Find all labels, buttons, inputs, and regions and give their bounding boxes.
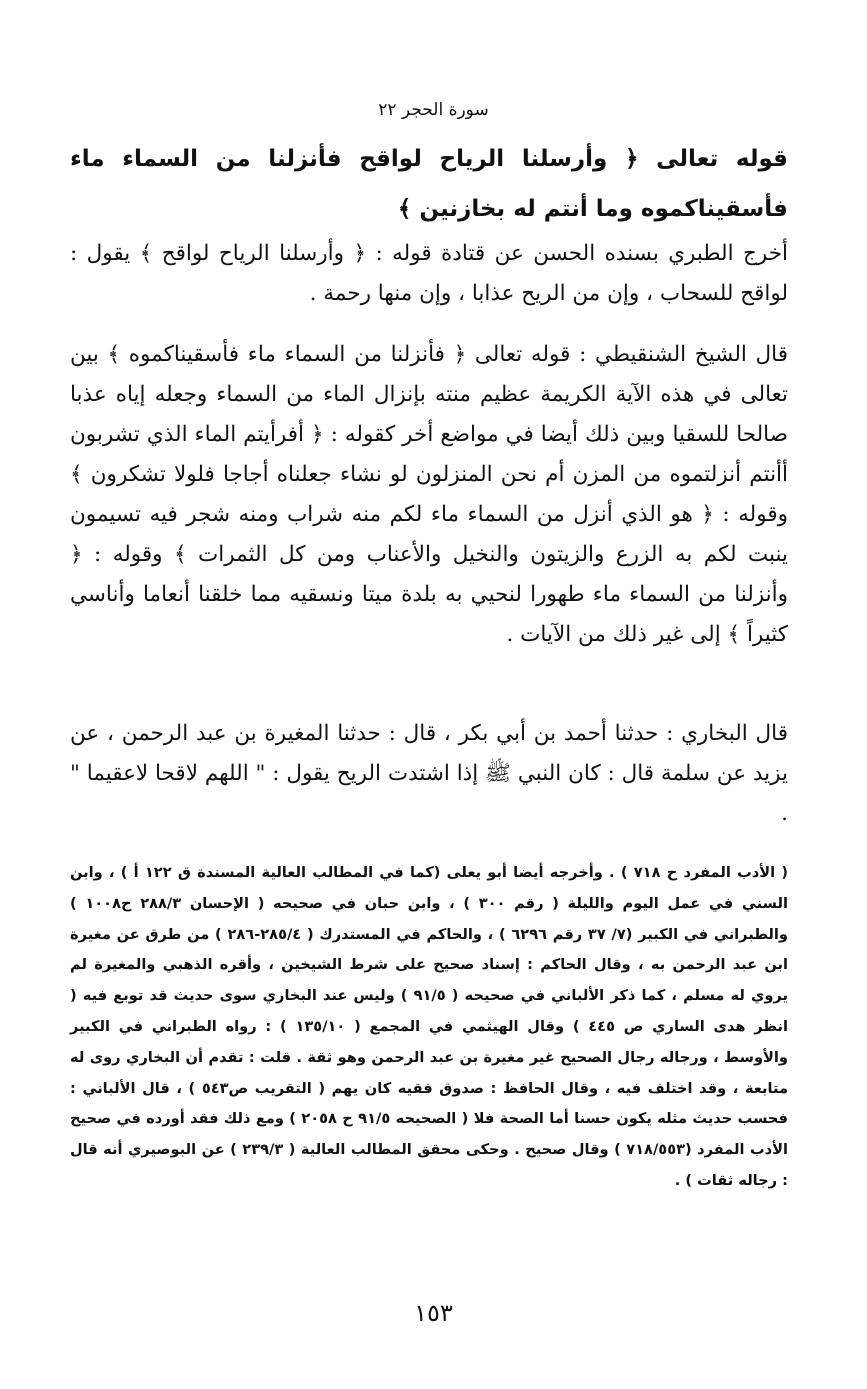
section-heading: قوله تعالى ﴿ وأرسلنا الرياح لواقح فأنزلنا من السماء ماء فأسقيناكموه وما أنتم له بخازنين ﴾ — [70, 146, 788, 222]
footnote: ( الأدب المفرد ح ٧١٨ ) . وأخرجه أيضا أبو يعلى (كما في المطالب العالية المسندة ق ١٢٢ أ ) ، وابن السني في عمل اليوم والليلة ( رقم ٣٠٠ ) ، وابن حبان في صحيحه ( الإحسان ٢٨٨/٣ ح١٠٠٨ ) والطبراني في الكبير (٧/ ٣٧ رقم ٦٢٩٦ ) ، والحاكم في المستدرك ( ٢٨٥/٤-٢٨٦ ) من طرق عن مغيرة ابن عبد الرحمن به ، وقال الحاكم : إسناد صحيح على شرط الشيخين ، وأقره الذهبي والمغيرة لم يروي له مسلم ، كما ذكر الألباني في صحيحه ( ٩١/٥ ) وليس عند البخاري سوى حديث قد توبع فيه ( انظر هدى الساري ص ٤٤٥ ) وقال الهيثمي في المجمع ( ١٣٥/١٠ ) : رواه الطبراني في الكبير والأوسط ، ورجاله رجال الصحيح غير مغيرة بن عبد الرحمن وهو ثقة . قلت : تقدم أن البخاري روى له متابعة ، وقد اختلف فيه ، وقال الحافظ : صدوق فقيه كان يهم ( التقريب ص٥٤٣ ) ، قال الألباني : فحسب حديث مثله يكون حسنا أما الصحة فلا ( الصحيحه ٩١/٥ ح ٢٠٥٨ ) ومع ذلك فقد أورده في صحيح الأدب المفرد (٧١٨/٥٥٣ ) وقال صحيح . وحكى محقق المطالب العالية ( ٢٣٩/٣ ) عن البوصيري أنه قال : رجاله ثقات ) . — [70, 864, 789, 1189]
page-number: ١٥٣ — [414, 1299, 453, 1327]
running-header: سورة الحجر ٢٢ — [378, 100, 489, 120]
paragraph-bukhari: قال البخاري : حدثنا أحمد بن أبي بكر ، قال : حدثنا المغيرة بن عبد الرحمن ، عن يزيد عن سلمة قال : كان النبي ﷺ إذا اشتدت الريح يقول : " اللهم لاقحا لاعقيما " . — [70, 721, 788, 826]
paragraph-shanqiti: قال الشيخ الشنقيطي : قوله تعالى ﴿ فأنزلنا من السماء ماء فأسقيناكموه ﴾ بين تعالى في هذه الآية الكريمة عظيم منته بإنزال الماء من السماء وجعله إياه عذبا صالحا للسقيا وبين ذلك أيضا في مواضع أخر كقوله : ﴿ أفرأيتم الماء الذي تشربون أأنتم أنزلتموه من المزن أم نحن المنزلون لو نشاء جعلناه أجاجا فلولا تشكرون ﴾ وقوله : ﴿ هو الذي أنزل من السماء ماء لكم منه شراب ومنه شجر فيه تسيمون ينبت لكم به الزرع والزيتون والنخيل والأعناب ومن كل الثمرات ﴾ وقوله : ﴿ وأنزلنا من السماء ماء طهورا لنحيي به بلدة ميتا ونسقيه مما خلقنا أنعاما وأناسي كثيراً ﴾ إلى غير ذلك من الآيات . — [70, 342, 788, 647]
paragraph-tabari: أخرج الطبري بسنده الحسن عن قتادة قوله : ﴿ وأرسلنا الرياح لواقح ﴾ يقول : لواقح للسحاب ، وإن من الريح عذابا ، وإن منها رحمة . — [70, 241, 788, 306]
